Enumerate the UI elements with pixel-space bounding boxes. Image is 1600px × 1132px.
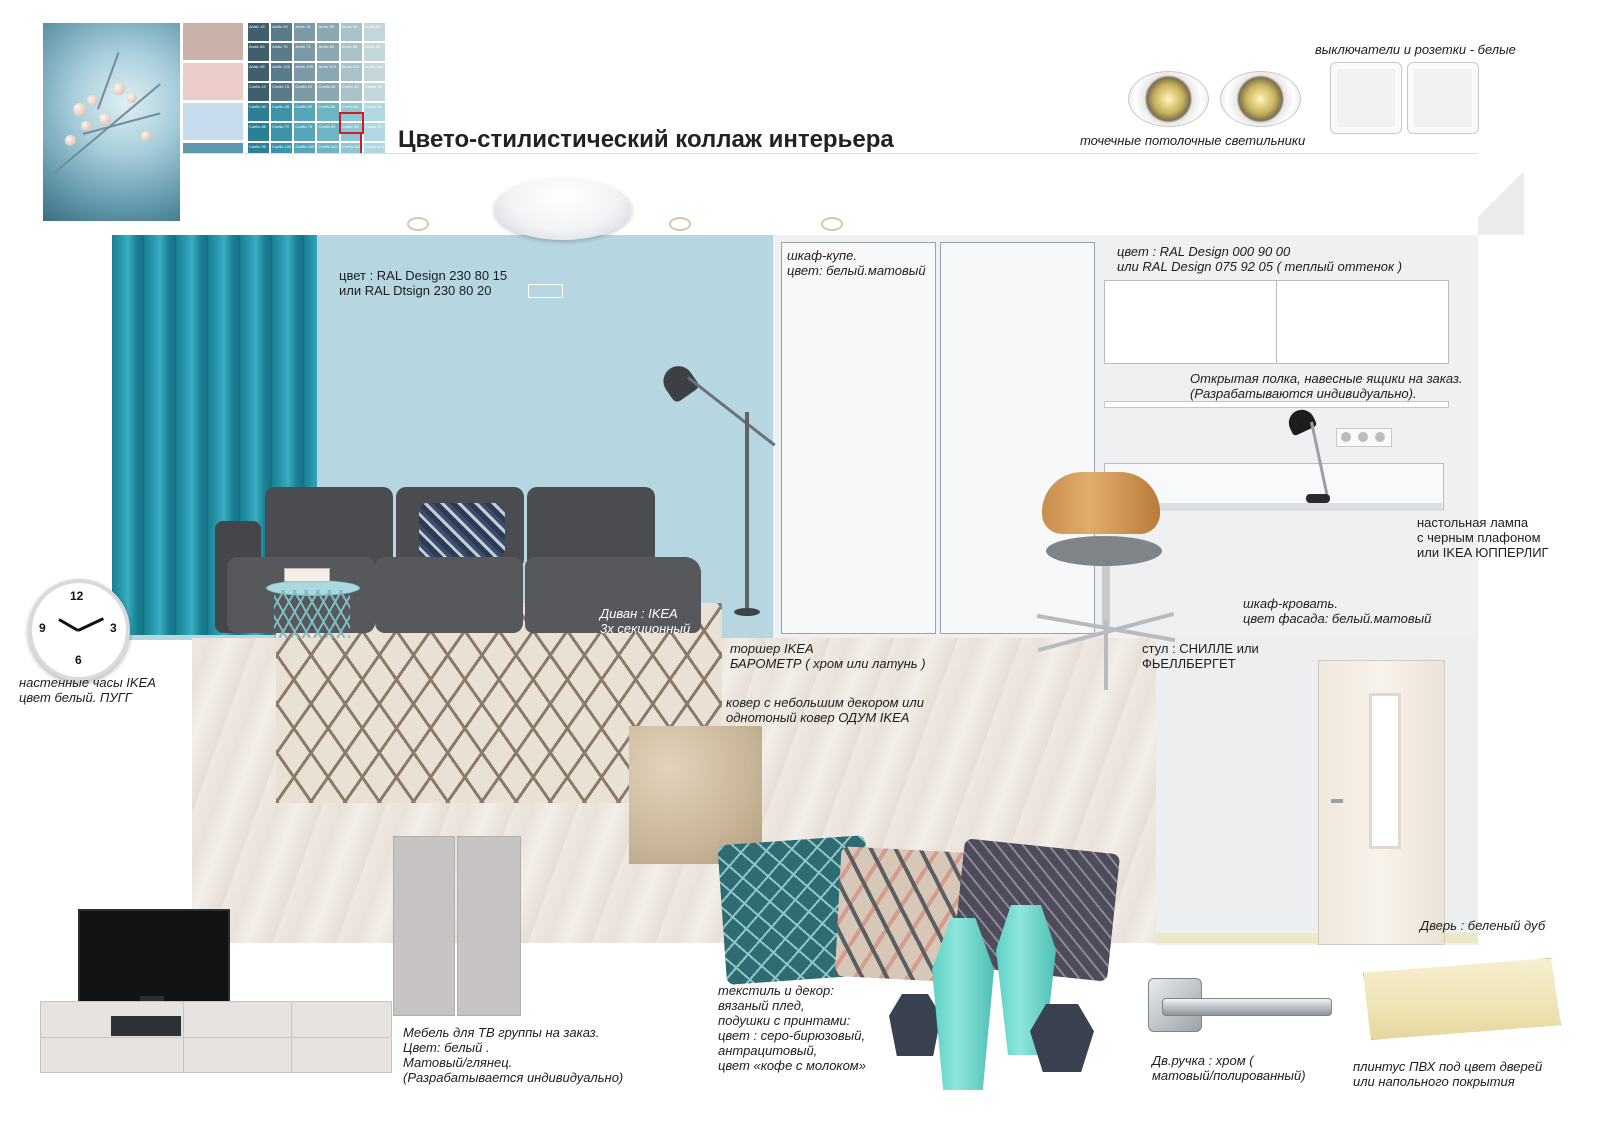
tall-cabinet-left bbox=[393, 836, 455, 1016]
ral-chip: Arctic 95 bbox=[248, 63, 269, 81]
table-lamp bbox=[1288, 410, 1338, 506]
sofa-note: Диван : IKEA 3х секционный bbox=[600, 606, 691, 636]
ceiling-spot bbox=[407, 217, 429, 231]
ral-chip: Arctic 60 bbox=[364, 23, 385, 41]
cabinet-color-note: цвет : RAL Design 000 90 00 или RAL Design 075 92 05 ( теплый оттенок ) bbox=[1117, 244, 1403, 274]
ral-chip: Coello 70 bbox=[271, 123, 292, 141]
ral-chip: Arctic 85 bbox=[341, 43, 362, 61]
tall-cabinet-right bbox=[457, 836, 521, 1016]
textile-note: текстиль и декор: вязаный плед, подушки с принтами: цвет : серо-бирюзовый, антрацитовый, цвет «кофе с молоком» bbox=[718, 983, 866, 1073]
ceiling bbox=[182, 153, 1522, 236]
light-switch-2 bbox=[1407, 62, 1479, 134]
ral-chip: Arctic 110 bbox=[317, 63, 338, 81]
ceiling-edge bbox=[1478, 153, 1524, 235]
rug-note: ковер с небольшим декором или однотоный ковер ОДУМ IKEA bbox=[726, 695, 924, 725]
berry bbox=[141, 131, 151, 141]
interior-door bbox=[1318, 660, 1445, 945]
ral-chip: Arctic 50 bbox=[317, 23, 338, 41]
tv-furniture-note: Мебель для ТВ группы на заказ. Цвет: белый . Матовый/глянец. (Разрабатывается индивидуально) bbox=[403, 1025, 624, 1085]
branch-decoration bbox=[97, 52, 119, 109]
tv bbox=[78, 909, 230, 1003]
wall-color-swatch bbox=[528, 284, 563, 298]
wall-cabinet-right bbox=[1276, 280, 1449, 364]
wardrobe-door-left bbox=[781, 242, 936, 634]
ceiling-spot bbox=[669, 217, 691, 231]
clock-note: настенные часы IKEA цвет белый. ПУГГ bbox=[19, 675, 156, 705]
ral-chip: Coello 100 bbox=[271, 143, 292, 161]
ral-chip: Coello 15 bbox=[271, 83, 292, 101]
ral-chip: Arctic 120 bbox=[364, 63, 385, 81]
clock-number-12: 12 bbox=[70, 589, 84, 603]
ral-chip: Arctic 90 bbox=[364, 43, 385, 61]
ral-chip: Coello 120 bbox=[364, 143, 385, 161]
berry bbox=[73, 103, 86, 116]
swatch-1 bbox=[183, 23, 243, 60]
ral-chip: Coello 35 bbox=[364, 83, 385, 101]
floor-lamp-note: торшер IKEA БАРОМЕТР ( хром или латунь ) bbox=[730, 641, 926, 671]
ral-chip: Arctic 41 bbox=[294, 23, 315, 41]
palette-photo bbox=[43, 23, 180, 221]
wall-clock bbox=[28, 579, 130, 681]
side-table bbox=[266, 576, 358, 640]
switches-note: выключатели и розетки - белые bbox=[1315, 42, 1516, 57]
ral-chip: Coello 95 bbox=[248, 143, 269, 161]
clock-number-9: 9 bbox=[39, 621, 46, 635]
door-note: Дверь : беленый дуб bbox=[1420, 918, 1546, 933]
berry bbox=[65, 135, 76, 146]
ceiling-spot bbox=[821, 217, 843, 231]
ral-chip: Arctic 105 bbox=[294, 63, 315, 81]
spotlights-note: точечные потолочные светильники bbox=[1080, 133, 1306, 148]
wall-color-note: цвет : RAL Design 230 80 15 или RAL Dtsign 230 80 20 bbox=[339, 268, 508, 298]
ral-chip: Coello 110 bbox=[317, 143, 338, 161]
ral-chip: Coello 115 bbox=[341, 143, 362, 161]
ral-chip: Coello 105 bbox=[294, 143, 315, 161]
berry bbox=[127, 93, 137, 103]
ral-chip: Arctic 15 bbox=[248, 23, 269, 41]
ral-chip: Arctic 80 bbox=[317, 43, 338, 61]
ral-chip: Coello 85 bbox=[341, 123, 362, 141]
light-switch-1 bbox=[1330, 62, 1402, 134]
ral-chip: Coello 40 bbox=[248, 103, 269, 121]
wardrobe-note: шкаф-купе. цвет: белый.матовый bbox=[787, 248, 926, 278]
chair-note: стул : СНИЛЛЕ или ФЬЕЛЛБЕРГЕТ bbox=[1142, 641, 1259, 671]
ral-chip: Coello 55 bbox=[317, 103, 338, 121]
ral-chip: Arctic 100 bbox=[271, 63, 292, 81]
bed-wardrobe-note: шкаф-кровать. цвет фасада: белый.матовый bbox=[1243, 596, 1432, 626]
berry bbox=[99, 113, 111, 125]
branch-decoration bbox=[52, 83, 161, 175]
shelf-note: Открытая полка, навесные ящики на заказ. (Разрабатываются индивидуально). bbox=[1190, 371, 1463, 401]
ral-chip: Coello 20 bbox=[294, 83, 315, 101]
ral-chip: Arctic 85 bbox=[248, 43, 269, 61]
berry bbox=[113, 83, 125, 95]
selected-chip-marker bbox=[339, 112, 364, 134]
door-handle-note: Дв.ручка : хром ( матовый/полированный) bbox=[1152, 1053, 1306, 1083]
berry bbox=[87, 95, 98, 106]
ral-chip: Arctic 70 bbox=[271, 43, 292, 61]
ral-chip: Coello 80 bbox=[317, 123, 338, 141]
ral-chip: Arctic 35 bbox=[341, 23, 362, 41]
ral-chip: Coello 60 bbox=[341, 103, 362, 121]
ral-chip: Coello 45 bbox=[271, 103, 292, 121]
ceiling-lamp bbox=[494, 178, 632, 240]
ral-chip: Coello 65 bbox=[248, 123, 269, 141]
spotlight-2 bbox=[1220, 71, 1301, 127]
table-lamp-note: настольная лампа с черным плафоном или IKEA ЮППЕРЛИГ bbox=[1417, 515, 1549, 560]
page-title: Цвето-стилистический коллаж интерьера bbox=[398, 126, 894, 153]
berry bbox=[81, 121, 91, 131]
ral-chip: Coello 25 bbox=[317, 83, 338, 101]
door-handle bbox=[1148, 978, 1330, 1046]
sockets bbox=[1336, 428, 1392, 447]
spotlight-1 bbox=[1128, 71, 1209, 127]
ral-chip: Coello 75 bbox=[294, 123, 315, 141]
open-shelf bbox=[1104, 401, 1449, 408]
skirting-note: плинтус ПВХ под цвет дверей или напольного покрытия bbox=[1353, 1059, 1543, 1089]
swatch-2 bbox=[183, 63, 243, 100]
ral-chip: Arctic 40 bbox=[271, 23, 292, 41]
clock-number-6: 6 bbox=[75, 653, 82, 667]
ral-chip: Arctic 115 bbox=[341, 63, 362, 81]
clock-number-3: 3 bbox=[110, 621, 117, 635]
ral-chip: Coello 50 bbox=[294, 103, 315, 121]
ral-chip: Coello 65 bbox=[364, 103, 385, 121]
ral-chip: Arctic 71 bbox=[294, 43, 315, 61]
swatch-3 bbox=[183, 103, 243, 140]
ral-chip: Coello 10 bbox=[248, 83, 269, 101]
pvc-skirting-board bbox=[1363, 958, 1561, 1040]
tv-console bbox=[40, 1001, 392, 1073]
wall-cabinet-left bbox=[1104, 280, 1277, 364]
ral-chip: Coello 90 bbox=[364, 123, 385, 141]
ral-chip: Coello 30 bbox=[341, 83, 362, 101]
